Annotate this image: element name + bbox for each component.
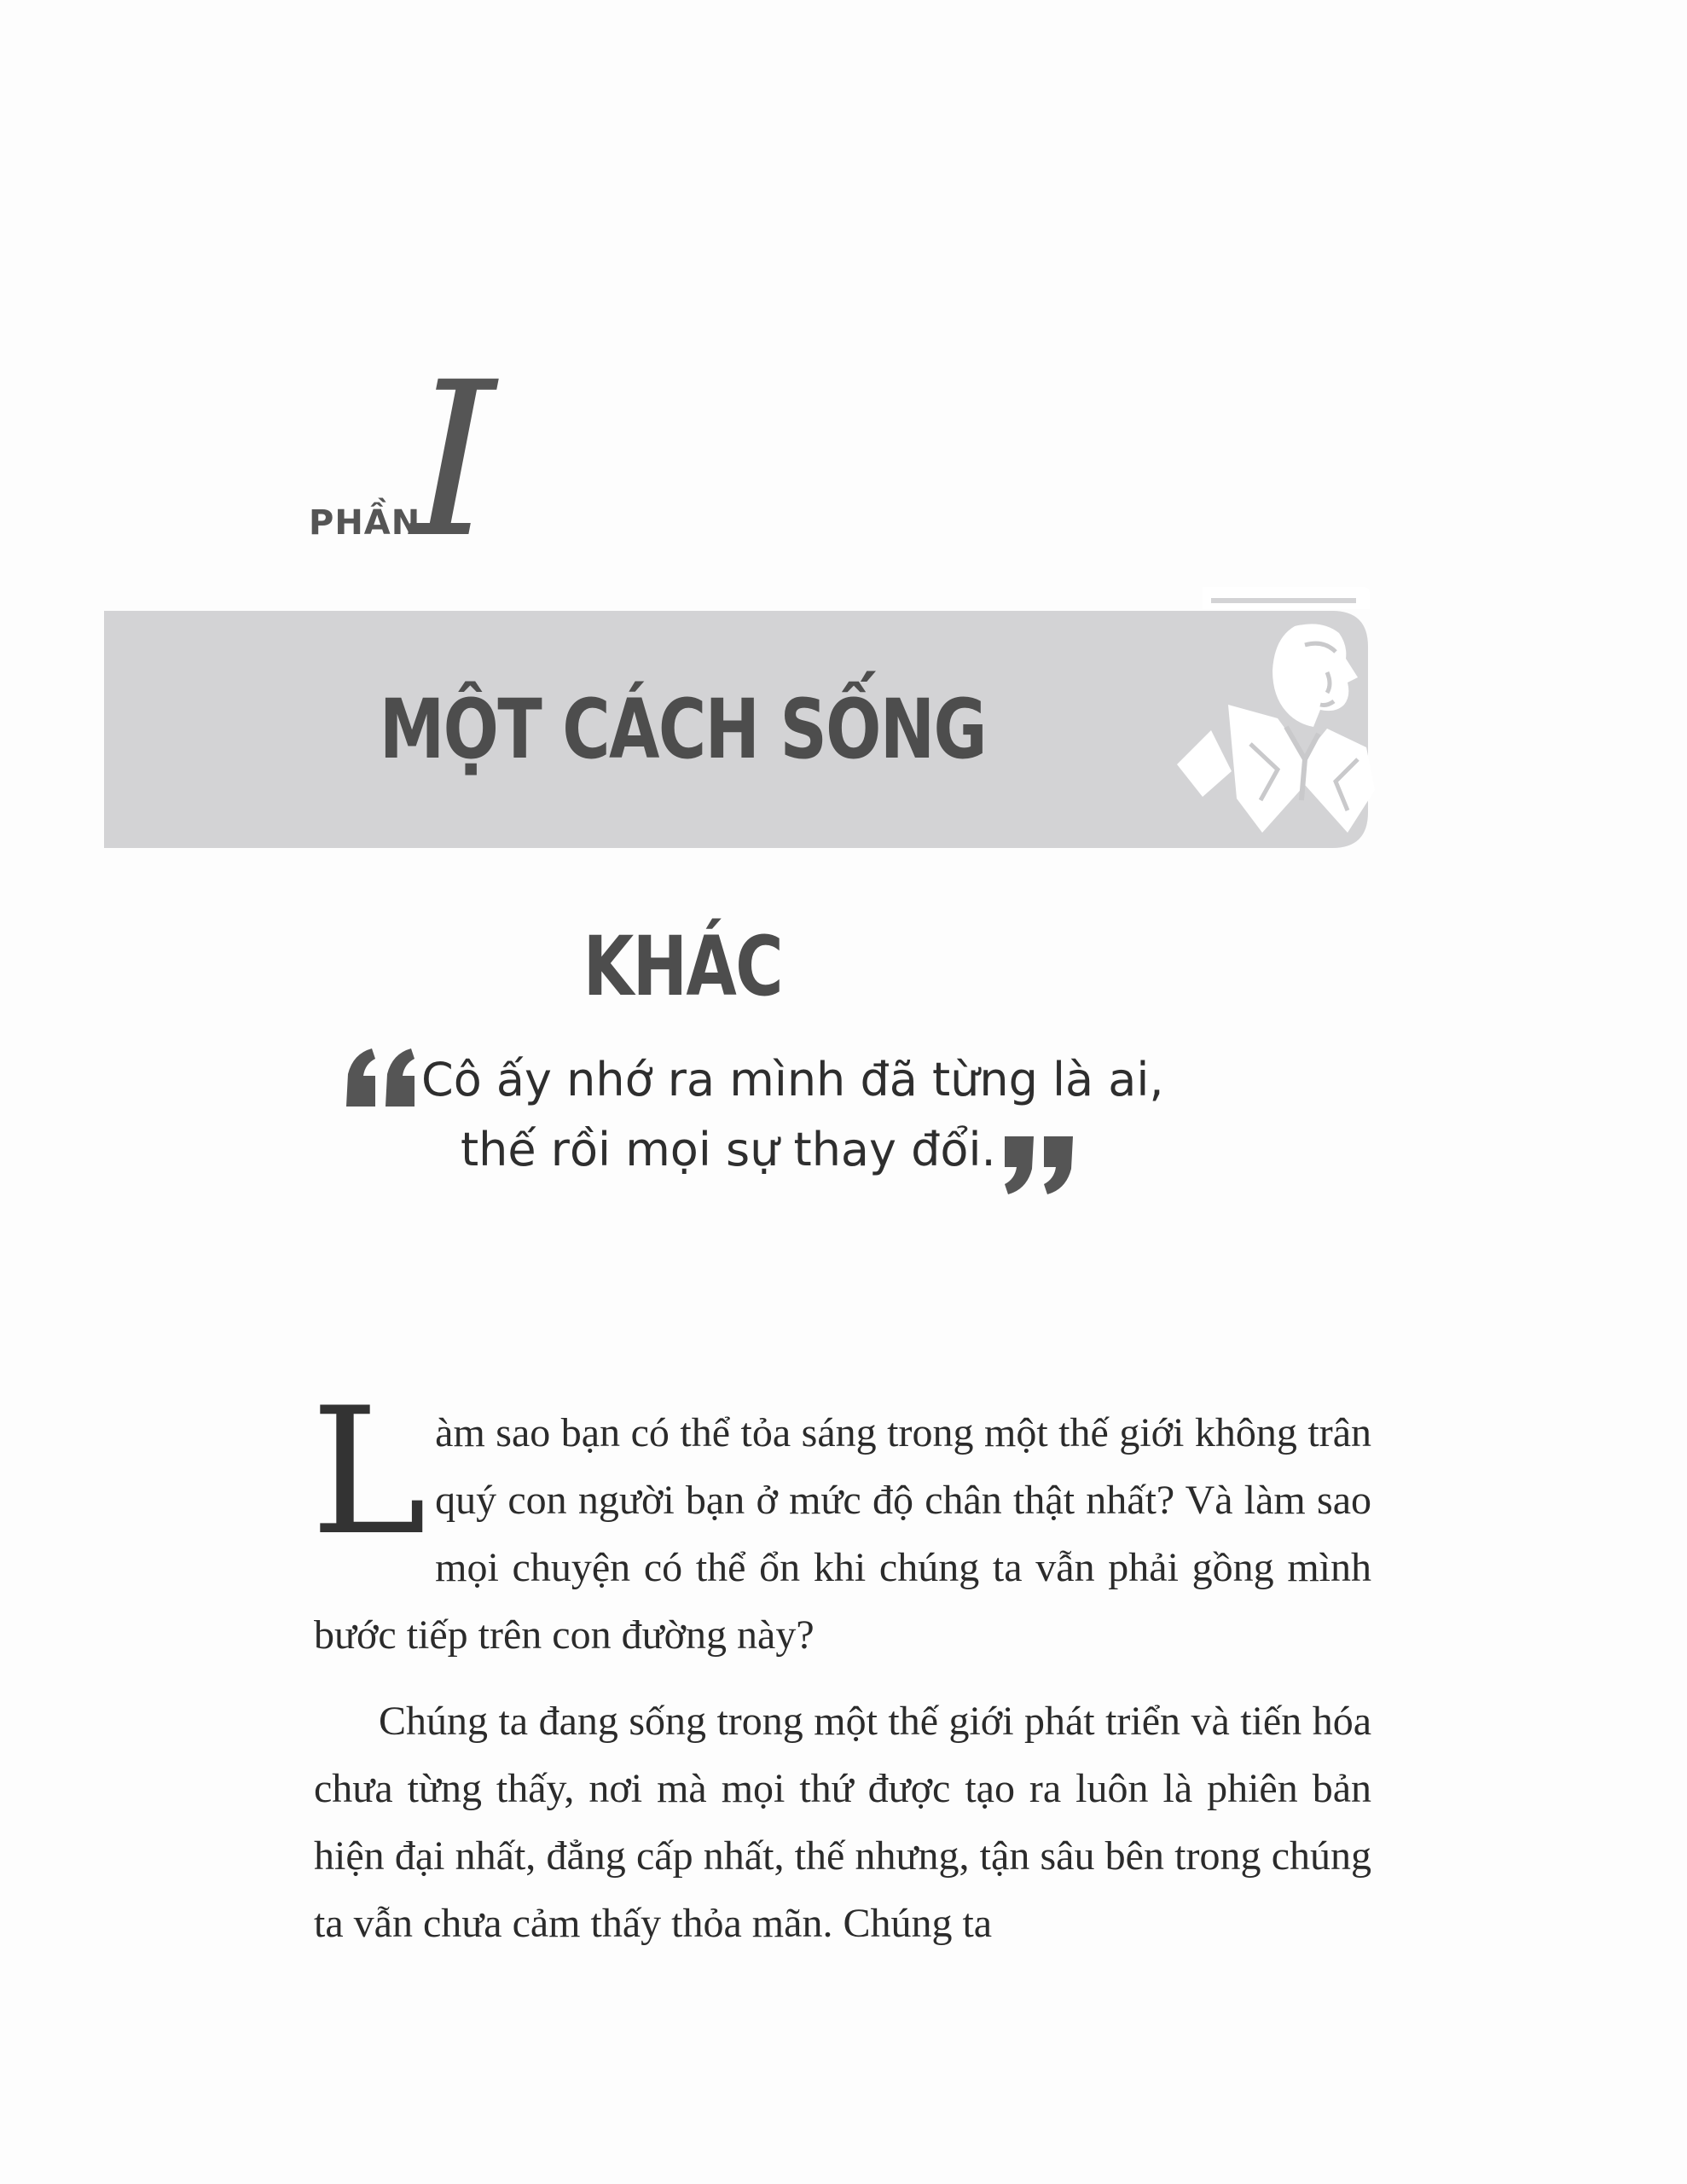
part-label: PHẦN [309, 503, 421, 543]
paragraph-2: Chúng ta đang sống trong một thế giới phát triển và tiến hóa chưa từng thấy, nơi mà mọi thứ được tạo ra luôn là phiên bản hiện đại nhất, đẳng cấp nhất, thế nhưng, tận sâu bên trong chúng ta vẫn chưa cảm thấy thỏa mãn. Chúng ta [314, 1699, 1371, 1946]
epigraph-text-2: thế rồi mọi sự thay đổi. [461, 1123, 996, 1177]
part-numeral: I [411, 336, 496, 584]
gentleman-silhouette-icon [1177, 577, 1382, 850]
paragraph-1-text: àm sao bạn có thể tỏa sáng trong một thế giới không trân quý con người bạn ở mức độ chân thật nhất? Và làm sao mọi chuyện có thể ổn khi chúng ta vẫn phải gồng mình bước tiếp trên con đường này? [314, 1410, 1371, 1658]
epigraph-quote [341, 1045, 1279, 1186]
paragraph-1 [310, 1371, 1371, 1669]
body-text [310, 1371, 1371, 1976]
epigraph-line-1 [341, 1045, 1279, 1115]
chapter-title: MỘT CÁCH SỐNG KHÁC [379, 682, 986, 1014]
drop-cap: L [310, 1371, 427, 1574]
epigraph-text-1: Cô ấy nhớ ra mình đã từng là ai, [421, 1053, 1164, 1107]
epigraph-line-2 [341, 1115, 1279, 1185]
quote-open-icon [341, 1045, 418, 1110]
quote-close-icon [1001, 1133, 1078, 1198]
part-heading [309, 336, 650, 584]
